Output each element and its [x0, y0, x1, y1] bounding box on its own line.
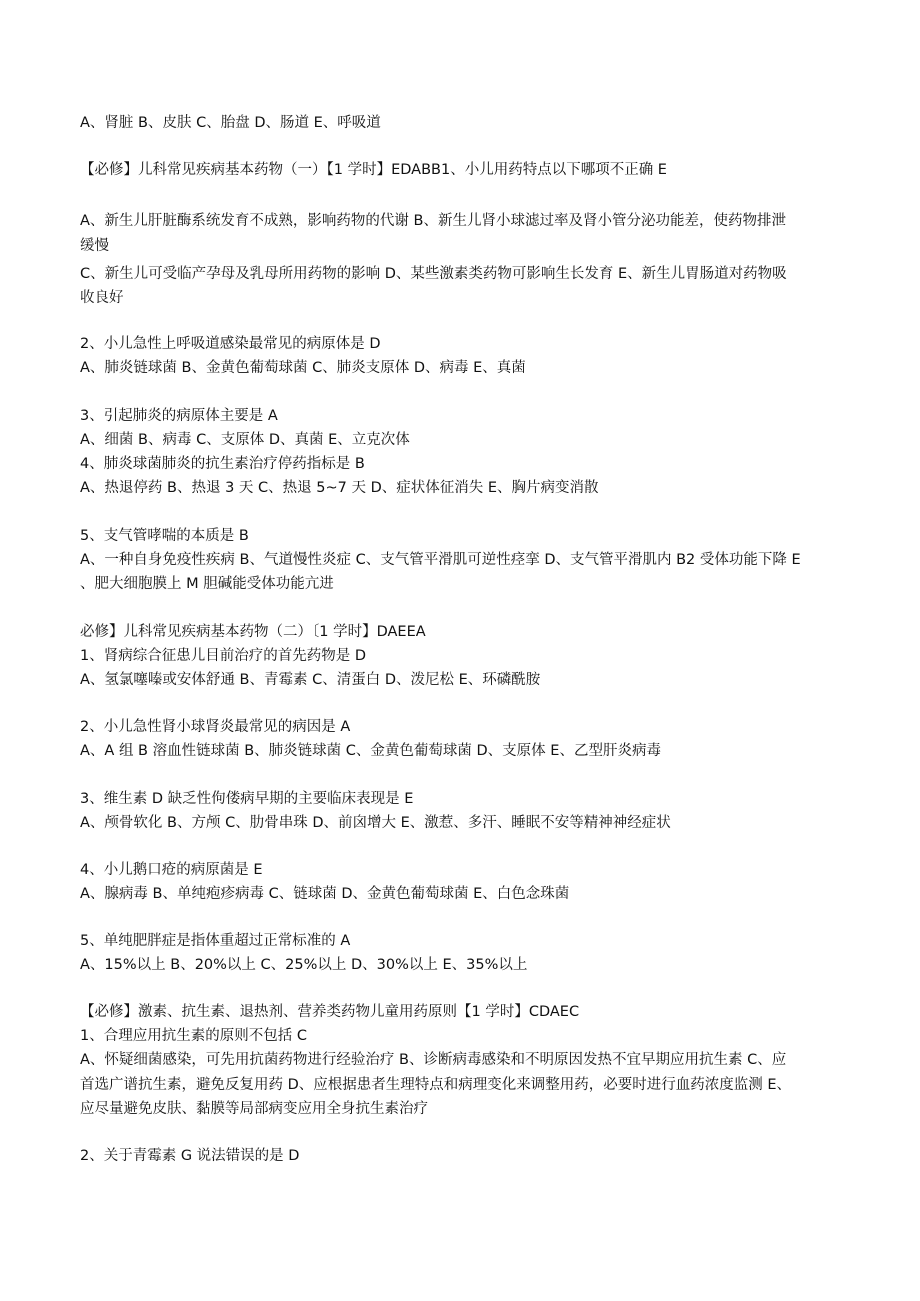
options-line: A、怀疑细菌感染，可先用抗菌药物进行经验治疗 B、诊断病毒感染和不明原因发热不宜早期应用抗生素 C、应: [80, 1052, 787, 1068]
options-line: A、肺炎链球菌 B、金黄色葡萄球菌 C、肺炎支原体 D、病毒 E、真菌: [80, 360, 526, 376]
options-line: A、细菌 B、病毒 C、支原体 D、真菌 E、立克次体: [80, 432, 410, 448]
section-heading: 必修】儿科常见疾病基本药物（二）〔1 学时】DAEEA: [80, 624, 426, 640]
question-line: 3、引起肺炎的病原体主要是 A: [80, 408, 278, 424]
question-line: 5、支气管哮喘的本质是 B: [80, 528, 249, 544]
options-line: A、一种自身免疫性疾病 B、气道慢性炎症 C、支气管平滑肌可逆性痉挛 D、支气管平滑肌内 B2 受体功能下降 E: [80, 552, 801, 568]
options-line: A、氢氯噻嗪或安体舒通 B、青霉素 C、清蛋白 D、泼尼松 E、环磷酰胺: [80, 672, 541, 688]
question-line: 2、小儿急性肾小球肾炎最常见的病因是 A: [80, 719, 351, 735]
question-line: 1、肾病综合征患儿目前治疗的首先药物是 D: [80, 648, 366, 664]
options-line: A、腺病毒 B、单纯疱疹病毒 C、链球菌 D、金黄色葡萄球菌 E、白色念珠菌: [80, 886, 570, 902]
question-line: 4、小儿鹅口疮的病原菌是 E: [80, 862, 263, 878]
options-line: A、15%以上 B、20%以上 C、25%以上 D、30%以上 E、35%以上: [80, 957, 528, 973]
text-line: 缓慢: [80, 238, 109, 254]
options-line: 、肥大细胞膜上 M 胆碱能受体功能亢进: [80, 576, 334, 592]
question-line: 3、维生素 D 缺乏性佝偻病早期的主要临床表现是 E: [80, 791, 414, 807]
options-line: A、热退停药 B、热退 3 天 C、热退 5~7 天 D、症状体征消失 E、胸片病变消散: [80, 480, 599, 496]
question-line: 2、关于青霉素 G 说法错误的是 D: [80, 1148, 300, 1164]
section-heading: 【必修】激素、抗生素、退热剂、营养类药物儿童用药原则【1 学时】CDAEC: [80, 1004, 580, 1020]
text-line: A、新生儿肝脏酶系统发育不成熟，影响药物的代谢 B、新生儿肾小球滤过率及肾小管分泌功能差，使药物排泄: [80, 213, 786, 229]
section-heading: 【必修】儿科常见疾病基本药物（一）【1 学时】EDABB1、小儿用药特点以下哪项不正确 E: [80, 162, 667, 178]
options-line: 首选广谱抗生素，避免反复用药 D、应根据患者生理特点和病理变化来调整用药，必要时进行血药浓度监测 E、: [80, 1077, 792, 1093]
question-line: 1、合理应用抗生素的原则不包括 C: [80, 1028, 307, 1044]
text-line: C、新生儿可受临产孕母及乳母所用药物的影响 D、某些激素类药物可影响生长发育 E、新生儿胃肠道对药物吸: [80, 266, 787, 282]
options-line: A、颅骨软化 B、方颅 C、肋骨串珠 D、前囟增大 E、激惹、多汗、睡眠不安等精神神经症状: [80, 815, 671, 831]
question-line: 5、单纯肥胖症是指体重超过正常标准的 A: [80, 933, 351, 949]
text-line: A、肾脏 B、皮肤 C、胎盘 D、肠道 E、呼吸道: [80, 115, 381, 131]
options-line: A、A 组 B 溶血性链球菌 B、肺炎链球菌 C、金黄色葡萄球菌 D、支原体 E、乙型肝炎病毒: [80, 743, 661, 759]
options-line: 应尽量避免皮肤、黏膜等局部病变应用全身抗生素治疗: [80, 1101, 428, 1117]
text-line: 收良好: [80, 290, 124, 306]
question-line: 2、小儿急性上呼吸道感染最常见的病原体是 D: [80, 336, 381, 352]
question-line: 4、肺炎球菌肺炎的抗生素治疗停药指标是 B: [80, 456, 365, 472]
